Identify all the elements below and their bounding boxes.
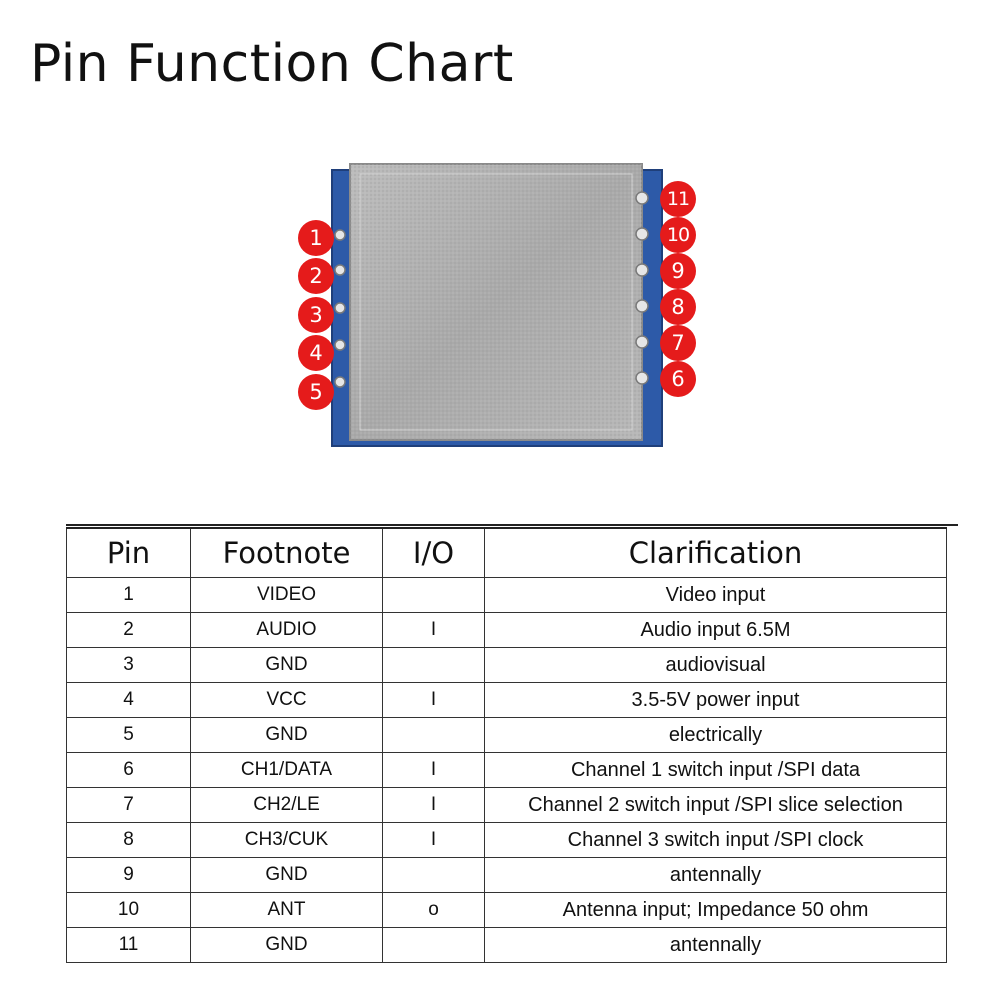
table-row (67, 858, 947, 893)
cell-pin: 5 (67, 718, 191, 753)
cell-pin: 9 (67, 858, 191, 893)
cell-footnote: CH1/DATA (191, 753, 383, 788)
cell-clarification: Video input (485, 578, 947, 613)
table-row (67, 613, 947, 648)
pin-badge-4: 4 (298, 335, 334, 371)
cell-clarification: 3.5-5V power input (485, 683, 947, 718)
cell-footnote: VIDEO (191, 578, 383, 613)
cell-io: I (383, 613, 485, 648)
table-row (67, 648, 947, 683)
table-row (67, 788, 947, 823)
table-row (67, 753, 947, 788)
module-diagram (270, 150, 730, 460)
cell-footnote: ANT (191, 893, 383, 928)
cell-footnote: GND (191, 928, 383, 963)
cell-clarification: electrically (485, 718, 947, 753)
pin-badge-2: 2 (298, 258, 334, 294)
cell-pin: 6 (67, 753, 191, 788)
table-header-row (67, 528, 947, 578)
cell-footnote: CH3/CUK (191, 823, 383, 858)
cell-clarification: Channel 3 switch input /SPI clock (485, 823, 947, 858)
pin-badge-5: 5 (298, 374, 334, 410)
pin-badge-11: 11 (660, 181, 696, 217)
header-pin: Pin (67, 528, 191, 578)
cell-clarification: Channel 2 switch input /SPI slice selection (485, 788, 947, 823)
table-row (67, 683, 947, 718)
page-title: Pin Function Chart (30, 34, 514, 94)
cell-clarification: audiovisual (485, 648, 947, 683)
cell-pin: 2 (67, 613, 191, 648)
cell-io (383, 858, 485, 893)
header-io: I/O (383, 528, 485, 578)
cell-io: I (383, 753, 485, 788)
cell-footnote: AUDIO (191, 613, 383, 648)
cell-pin: 1 (67, 578, 191, 613)
table-row (67, 893, 947, 928)
table-row (67, 578, 947, 613)
table-row (67, 823, 947, 858)
pin-badge-7: 7 (660, 325, 696, 361)
pin-badge-6: 6 (660, 361, 696, 397)
pin-table (66, 527, 947, 963)
cell-io: I (383, 683, 485, 718)
cell-pin: 8 (67, 823, 191, 858)
cell-pin: 4 (67, 683, 191, 718)
table-top-rule (66, 524, 958, 526)
cell-footnote: CH2/LE (191, 788, 383, 823)
cell-io: o (383, 893, 485, 928)
pin-badge-9: 9 (660, 253, 696, 289)
cell-footnote: GND (191, 718, 383, 753)
cell-footnote: GND (191, 648, 383, 683)
pin-badge-10: 10 (660, 217, 696, 253)
cell-io (383, 718, 485, 753)
cell-io: I (383, 823, 485, 858)
cell-footnote: VCC (191, 683, 383, 718)
cell-io (383, 928, 485, 963)
cell-clarification: Antenna input; Impedance 50 ohm (485, 893, 947, 928)
header-footnote: Footnote (191, 528, 383, 578)
pin-badge-8: 8 (660, 289, 696, 325)
cell-io (383, 648, 485, 683)
cell-io: I (383, 788, 485, 823)
cell-clarification: Audio input 6.5M (485, 613, 947, 648)
table-row (67, 928, 947, 963)
cell-clarification: Channel 1 switch input /SPI data (485, 753, 947, 788)
cell-clarification: antennally (485, 858, 947, 893)
cell-pin: 10 (67, 893, 191, 928)
cell-footnote: GND (191, 858, 383, 893)
header-clarification: Clarification (485, 528, 947, 578)
cell-pin: 7 (67, 788, 191, 823)
cell-clarification: antennally (485, 928, 947, 963)
cell-pin: 3 (67, 648, 191, 683)
cell-io (383, 578, 485, 613)
table-row (67, 718, 947, 753)
pin-badge-3: 3 (298, 297, 334, 333)
cell-pin: 11 (67, 928, 191, 963)
pin-badge-1: 1 (298, 220, 334, 256)
